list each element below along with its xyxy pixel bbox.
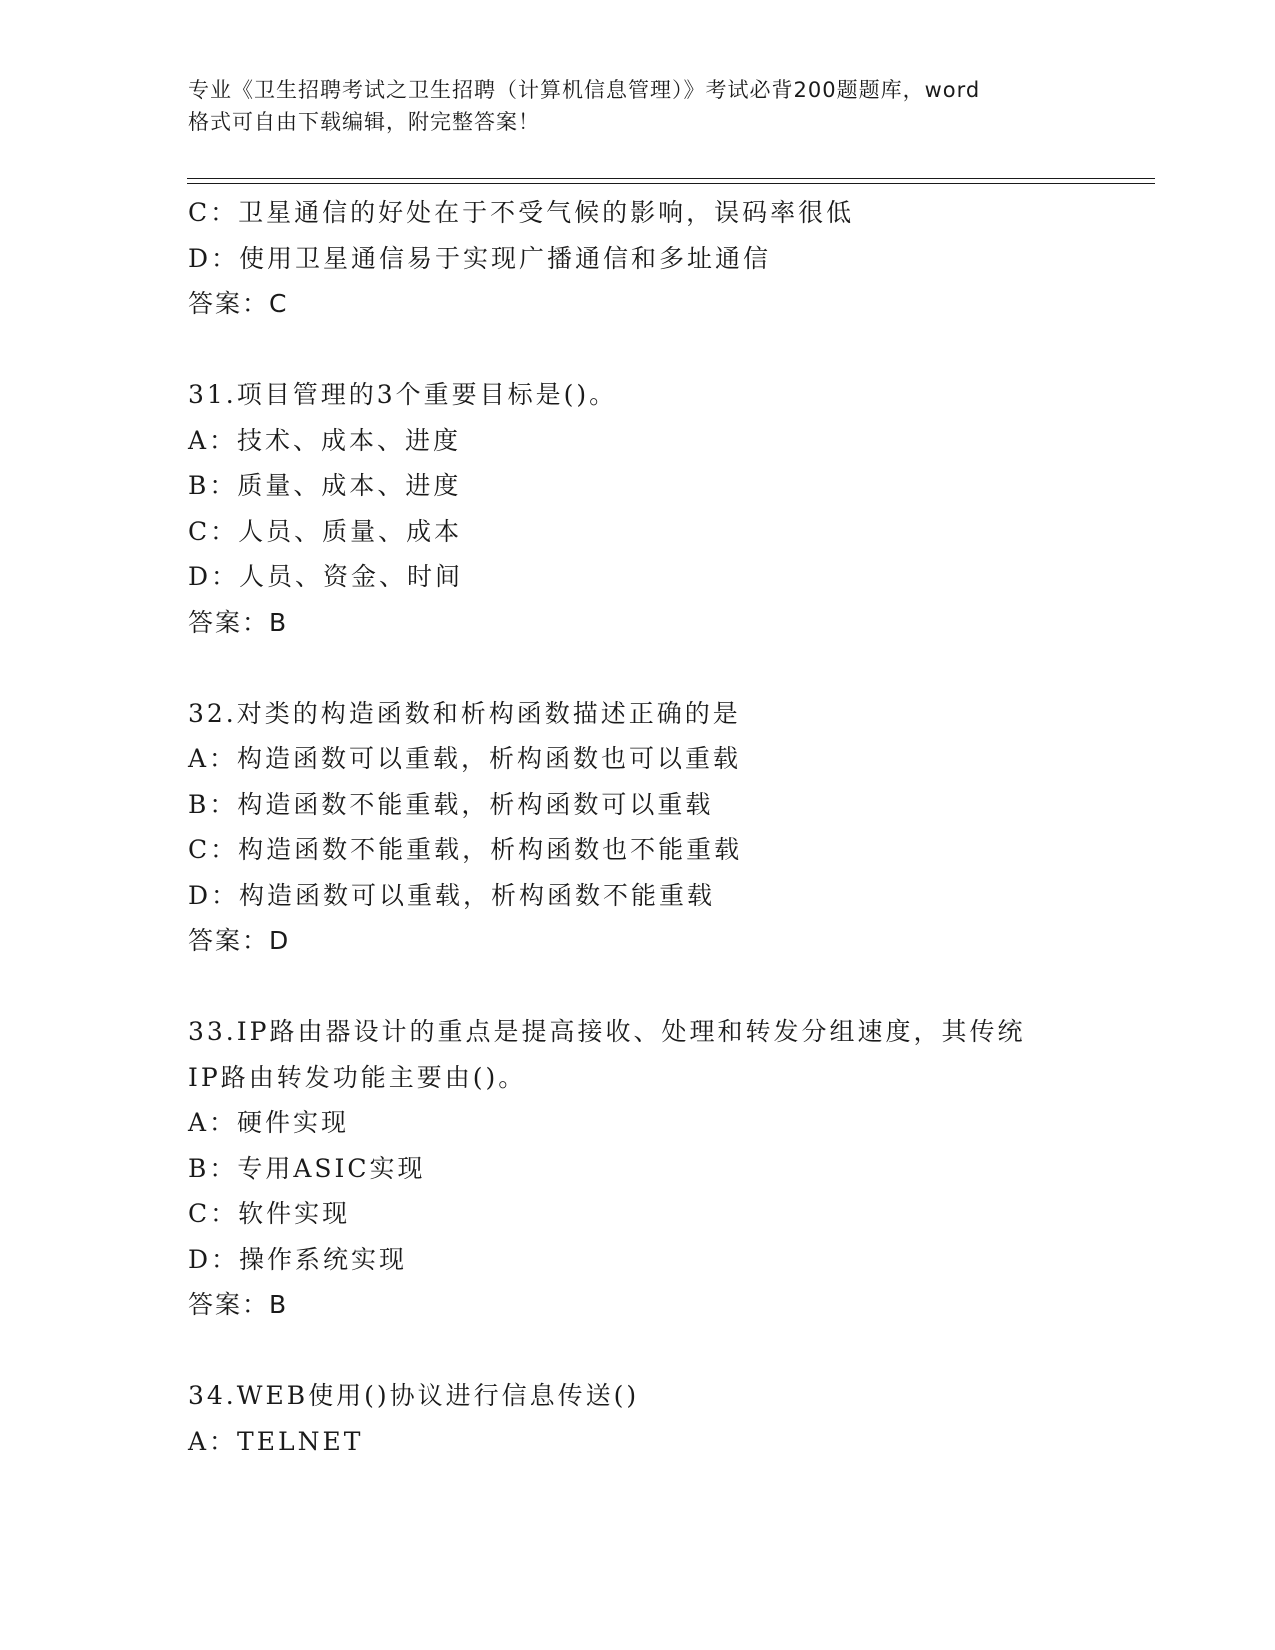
- question-stem: 31.项目管理的3个重要目标是()。: [188, 380, 618, 409]
- option-c: C：卫星通信的好处在于不受气候的影响，误码率很低: [188, 198, 855, 227]
- option-a: A：构造函数可以重载，析构函数也可以重载: [188, 744, 742, 773]
- option-b: B：质量、成本、进度: [188, 471, 462, 500]
- question-stem-continued: IP路由转发功能主要由()。: [188, 1062, 527, 1092]
- header-title-line-1: 专业《卫生招聘考试之卫生招聘（计算机信息管理）》考试必背200题题库，word: [188, 78, 981, 102]
- question-stem: 33.IP路由器设计的重点是提高接收、处理和转发分组速度，其传统: [188, 1017, 1026, 1046]
- option-c: C：软件实现: [188, 1199, 351, 1228]
- header-title-line-2: 格式可自由下载编辑，附完整答案！: [188, 110, 540, 134]
- option-b: B：专用ASIC实现: [188, 1153, 426, 1183]
- option-d: D：人员、资金、时间: [188, 562, 464, 591]
- option-a: A：TELNET: [188, 1426, 364, 1456]
- question-stem: 32.对类的构造函数和析构函数描述正确的是: [188, 698, 741, 728]
- question-32: [188, 691, 1148, 964]
- option-d: D：使用卫星通信易于实现广播通信和多址通信: [188, 243, 772, 273]
- spacer: [188, 1328, 1148, 1374]
- spacer: [188, 327, 1148, 373]
- option-b: B：构造函数不能重载，析构函数可以重载: [188, 789, 714, 819]
- question-31: [188, 372, 1148, 645]
- option-c: C：人员、质量、成本: [188, 516, 463, 546]
- question-list: [188, 190, 1148, 1464]
- answer: 答案：D: [188, 926, 291, 955]
- question-30-continued: [188, 190, 1148, 327]
- option-a: A：技术、成本、进度: [188, 425, 462, 455]
- spacer: [188, 645, 1148, 691]
- answer: 答案：C: [188, 289, 289, 318]
- header-divider-bottom: [187, 183, 1155, 184]
- option-c: C：构造函数不能重载，析构函数也不能重载: [188, 835, 743, 864]
- question-34: [188, 1373, 1148, 1464]
- answer: 答案：B: [188, 1290, 289, 1319]
- option-a: A：硬件实现: [188, 1108, 350, 1137]
- question-33: [188, 1009, 1148, 1328]
- question-stem: 34.WEB使用()协议进行信息传送(): [188, 1381, 640, 1410]
- header-divider-top: [187, 178, 1155, 179]
- option-d: D：构造函数可以重载，析构函数不能重载: [188, 880, 716, 910]
- spacer: [188, 964, 1148, 1010]
- answer: 答案：B: [188, 607, 289, 637]
- document-header: [188, 74, 1088, 138]
- option-d: D：操作系统实现: [188, 1244, 408, 1274]
